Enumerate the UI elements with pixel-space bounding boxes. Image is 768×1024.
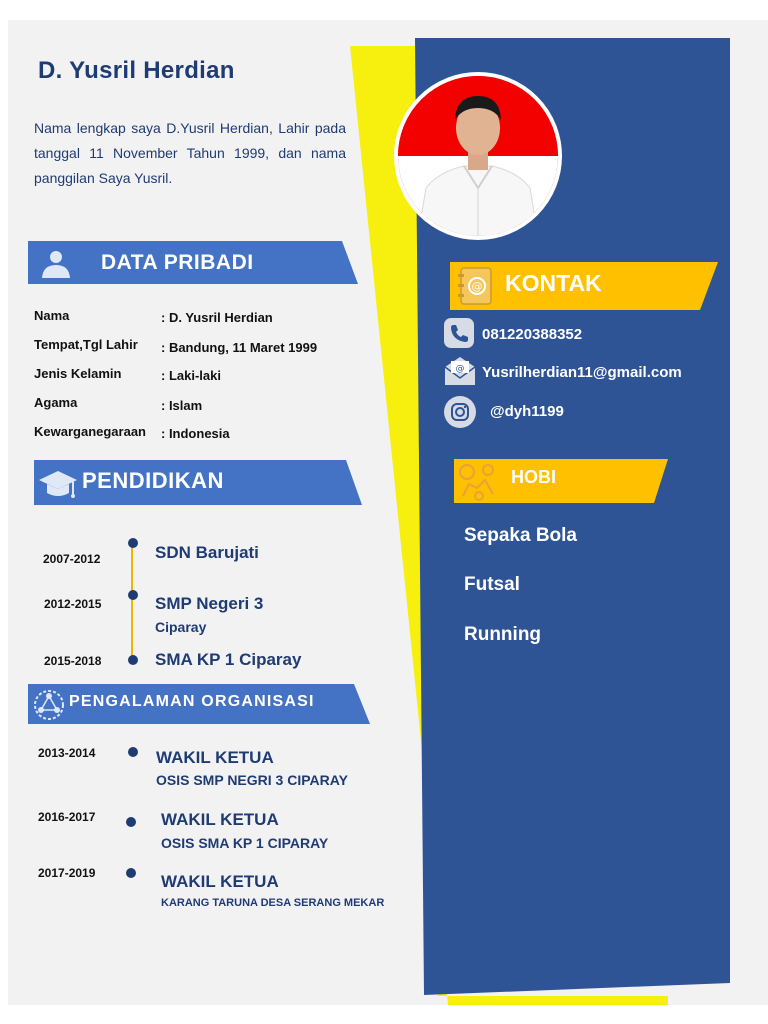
data-pribadi-title: DATA PRIBADI <box>101 251 254 274</box>
phone-icon[interactable] <box>444 318 474 348</box>
org-years-1: 2013-2014 <box>38 746 96 760</box>
network-icon <box>32 688 66 727</box>
intro-paragraph: Nama lengkap saya D.Yusril Herdian, Lahir pada tanggal 11 November Tahun 1999, dan nama panggilan Saya Yusril. <box>34 120 346 186</box>
instagram-handle[interactable]: @dyh1199 <box>490 403 564 420</box>
info-label-agama: Agama <box>34 395 78 410</box>
graduation-cap-icon <box>38 468 78 507</box>
profile-photo <box>394 72 562 240</box>
info-label-ttl: Tempat,Tgl Lahir <box>34 337 138 352</box>
full-name: D. Yusril Herdian <box>38 57 235 84</box>
organisasi-title: PENGALAMAN ORGANISASI <box>69 693 315 710</box>
hobi-item-2: Futsal <box>464 574 520 595</box>
info-value-ttl: : Bandung, 11 Maret 1999 <box>161 340 318 355</box>
timeline-dot <box>128 747 138 757</box>
org-years-3: 2017-2019 <box>38 866 96 880</box>
info-value-jk: : Laki-laki <box>161 368 221 383</box>
edu-school-2-sub: Ciparay <box>155 619 207 635</box>
info-label-kwn: Kewarganegaraan <box>34 424 146 439</box>
cv-page <box>8 20 768 1005</box>
edu-school-1: SDN Barujati <box>155 543 259 562</box>
kontak-title: KONTAK <box>505 270 602 296</box>
edu-school-2: SMP Negeri 3 <box>155 594 264 613</box>
org-years-2: 2016-2017 <box>38 810 96 824</box>
edu-school-3: SMA KP 1 Ciparay <box>155 650 302 669</box>
org-role-2: WAKIL KETUA <box>161 810 279 829</box>
sports-icon <box>455 460 501 507</box>
info-value-kwn: : Indonesia <box>161 426 230 441</box>
org-name-2: OSIS SMA KP 1 CIPARAY <box>161 835 329 851</box>
edu-years-3: 2015-2018 <box>44 654 102 668</box>
hobi-item-3: Running <box>464 624 542 645</box>
info-value-agama: : Islam <box>161 398 203 413</box>
timeline-dot <box>128 655 138 665</box>
address-book-icon <box>456 266 494 311</box>
person-icon <box>38 246 74 285</box>
edu-years-2: 2012-2015 <box>44 597 102 611</box>
info-label-nama: Nama <box>34 308 70 323</box>
hobi-item-1: Sepaka Bola <box>464 525 577 546</box>
org-name-3: KARANG TARUNA DESA SERANG MEKAR <box>161 897 385 909</box>
org-role-1: WAKIL KETUA <box>156 748 274 767</box>
timeline-dot <box>126 868 136 878</box>
org-name-1: OSIS SMP NEGRI 3 CIPARAY <box>156 772 348 788</box>
pendidikan-title: PENDIDIKAN <box>82 468 224 493</box>
timeline-dot <box>128 538 138 548</box>
email-icon[interactable] <box>443 355 477 392</box>
timeline-dot <box>128 590 138 600</box>
info-label-jk: Jenis Kelamin <box>34 366 122 381</box>
svg-text:@: @ <box>471 280 483 293</box>
phone-number[interactable]: 081220388352 <box>482 326 583 343</box>
svg-text:@: @ <box>455 364 465 374</box>
info-value-nama: : D. Yusril Herdian <box>161 310 273 325</box>
instagram-icon[interactable] <box>444 396 476 428</box>
email-address[interactable]: Yusrilherdian11@gmail.com <box>482 364 682 381</box>
org-role-3: WAKIL KETUA <box>161 872 279 891</box>
edu-years-1: 2007-2012 <box>43 552 101 566</box>
hobi-title: HOBI <box>511 467 556 487</box>
timeline-dot <box>126 817 136 827</box>
